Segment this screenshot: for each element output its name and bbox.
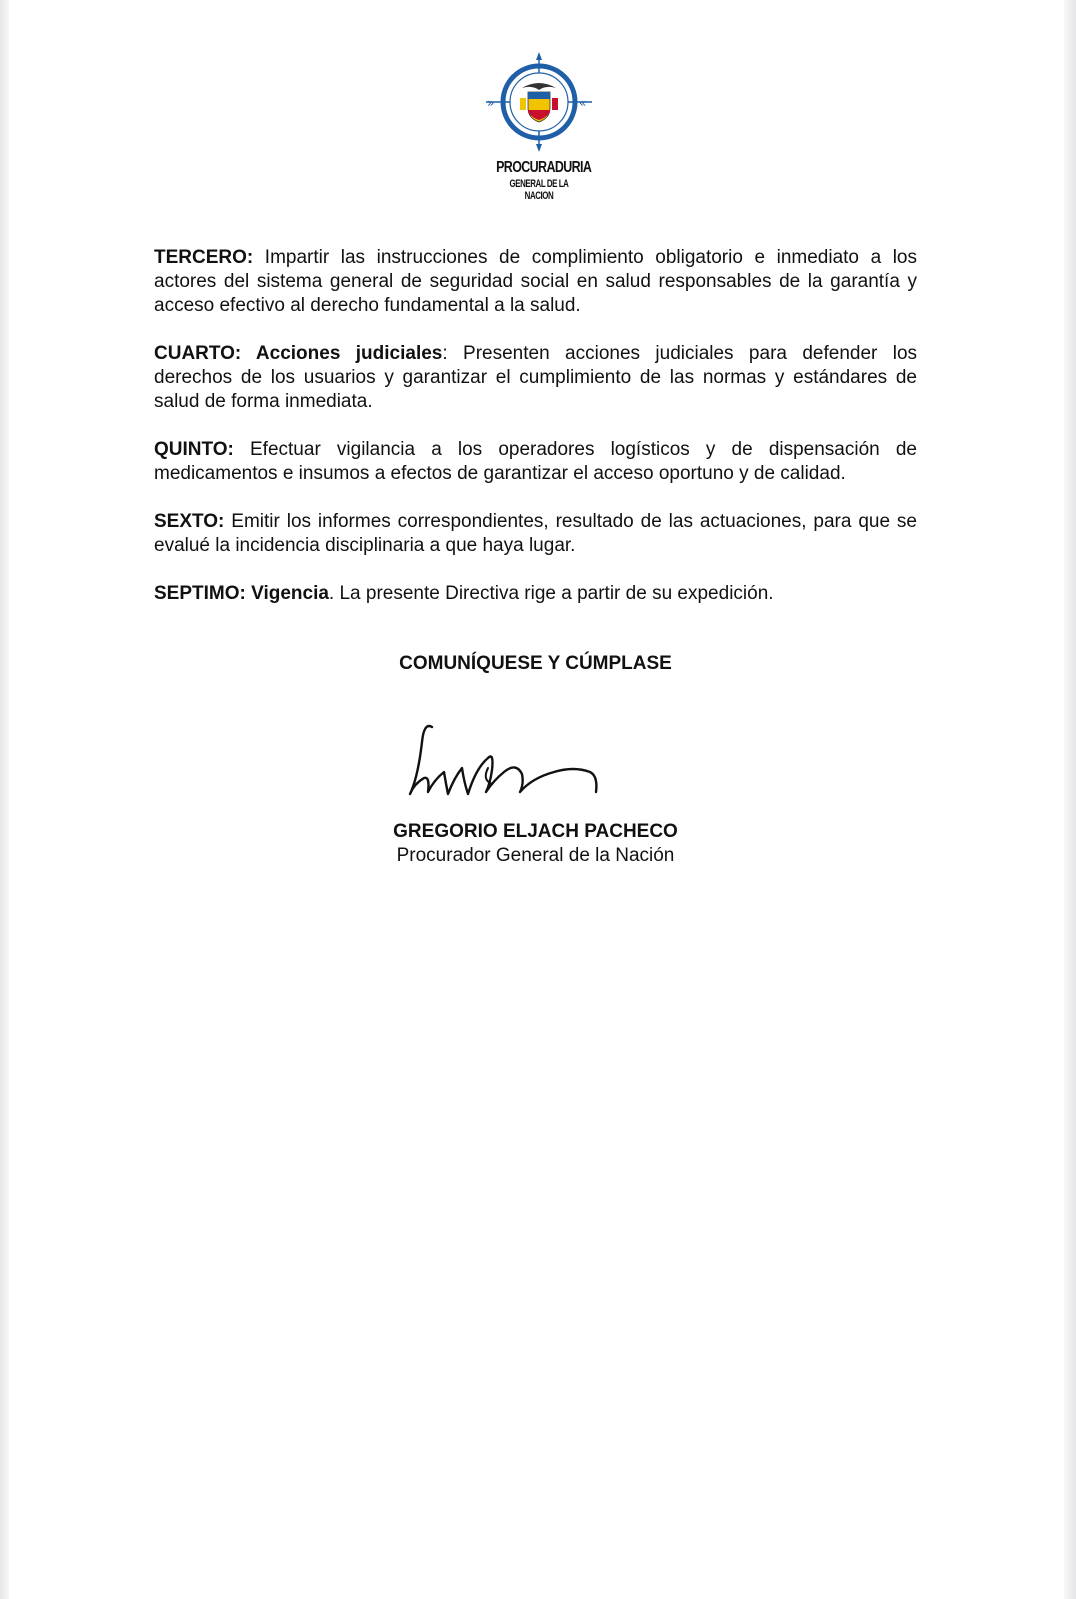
- paragraph-label: CUARTO: Acciones judiciales: [154, 343, 443, 364]
- paragraph-body: : Presenten acciones judiciales para defender los derechos de los usuarios y garantizar el cumplimiento de las normas y estándares de salud de forma inmediata.: [154, 343, 918, 412]
- paragraph-body: Impartir las instrucciones de complimiento obligatorio e inmediato a los actores del sistema general de seguridad social en salud responsables de la garantía y acceso efectivo al derecho fundamental a la salud.: [154, 247, 917, 316]
- coat-of-arms-icon: [484, 52, 594, 157]
- paragraph-quinto: [154, 438, 917, 486]
- paragraph-body: . La presente Directiva rige a partir de su expedición.: [328, 583, 774, 604]
- paragraph-label: QUINTO:: [154, 439, 234, 460]
- paragraph-cuarto: [154, 342, 917, 414]
- page-edge-right: [1064, 0, 1076, 1599]
- closing-statement: COMUNÍQUESE Y CÚMPLASE: [399, 653, 672, 674]
- paragraph-label: SEPTIMO: Vigencia: [154, 583, 329, 604]
- page-edge-left: [0, 0, 9, 1599]
- svg-text:»: »: [487, 96, 495, 110]
- logo-subtitle: GENERAL DE LA NACION: [509, 178, 569, 202]
- signatory-title: Procurador General de la Nación: [396, 845, 675, 866]
- procuraduria-logo: [484, 52, 594, 202]
- svg-text:«: «: [579, 96, 587, 110]
- signatory-name: GREGORIO ELJACH PACHECO: [393, 821, 678, 842]
- paragraph-label: TERCERO:: [154, 247, 254, 268]
- logo-title: PROCURADURIA: [496, 159, 592, 176]
- paragraph-body: Efectuar vigilancia a los operadores logísticos y de dispensación de medicamentos e insumos a efectos de garantizar el acceso oportuno y de calidad.: [154, 439, 917, 484]
- paragraph-label: SEXTO:: [154, 511, 225, 532]
- signature-mark: [404, 722, 644, 822]
- paragraph-tercero: [154, 246, 917, 318]
- paragraph-body: Emitir los informes correspondientes, resultado de las actuaciones, para que se evalué la incidencia disciplinaria a que haya lugar.: [154, 511, 917, 556]
- paragraph-sexto: [154, 510, 917, 558]
- paragraph-septimo: [154, 582, 917, 606]
